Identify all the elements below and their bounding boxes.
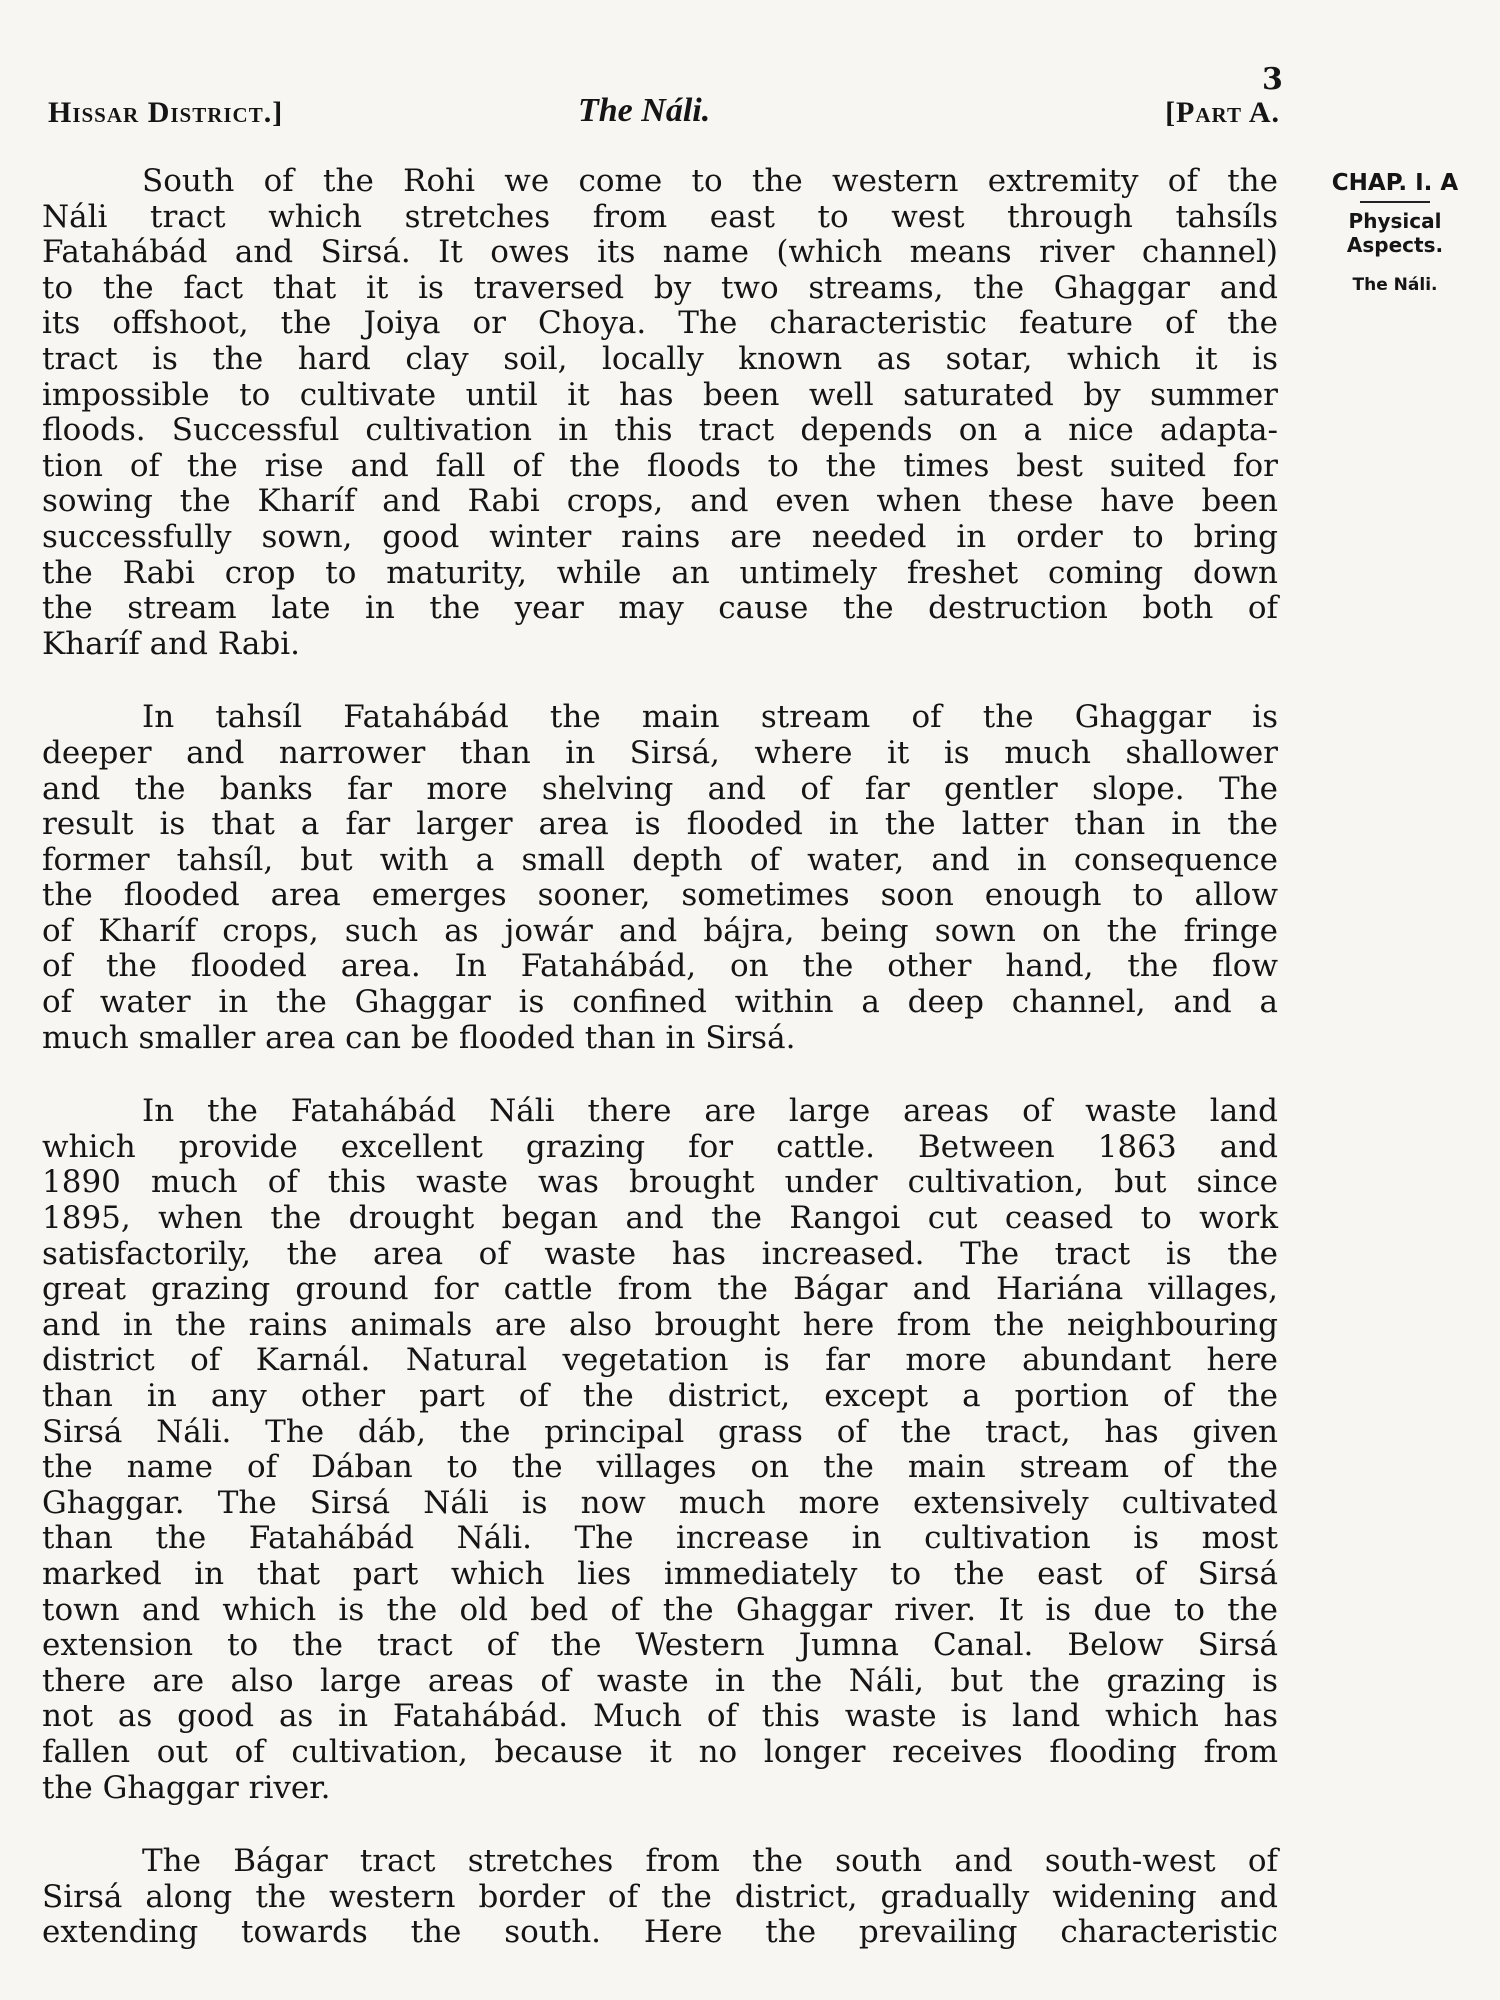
text-line: deeper and narrower than in Sirsá, where it is much shallower [42,734,1278,771]
text-line: Ghaggar. The Sirsá Náli is now much more extensively cultivated [42,1484,1278,1521]
paragraph-gap [42,662,1278,700]
text-line: town and which is the old bed of the Ghaggar river. It is due to the [42,1591,1278,1628]
text-line: tract is the hard clay soil, locally known as sotar, which it is [42,340,1278,377]
bleed-through-shadow [1400,95,1407,127]
text-line: Náli tract which stretches from east to west through tahsíls [42,198,1278,235]
chapter-label: CHAP. I. A [1331,170,1459,196]
header-district: Hissar District.] [48,96,284,129]
text-line: which provide excellent grazing for cattle. Between 1863 and [42,1128,1278,1165]
aspects-line-2: Aspects. [1346,233,1444,257]
paragraph [42,700,1278,1056]
text-line: satisfactorily, the area of waste has increased. The tract is the [42,1235,1278,1272]
text-line: its offshoot, the Joiya or Choya. The characteristic feature of the [42,305,1278,342]
text-line: floods. Successful cultivation in this tract depends on a nice adapta- [42,412,1278,449]
text-line: Sirsá along the western border of the district, gradually widening and [42,1878,1278,1915]
paragraph-gap [42,1056,1278,1094]
paragraph [42,164,1278,662]
paragraph-gap [42,1806,1278,1844]
text-line: The Bágar tract stretches from the south and south-west of [142,1843,1278,1880]
text-line: than the Fatahábád Náli. The increase in cultivation is most [42,1520,1278,1557]
text-line: marked in that part which lies immediately to the east of Sirsá [42,1555,1278,1592]
text-line: Fatahábád and Sirsá. It owes its name (which means river channel) [42,234,1278,271]
text-line: and in the rains animals are also brought here from the neighbouring [42,1306,1278,1343]
aspects-line-1: Physical [1348,209,1442,233]
text-line: impossible to cultivate until it has been well saturated by summer [42,376,1278,413]
margin-notes [1300,170,1490,295]
text-line: South of the Rohi we come to the western extremity of the [142,163,1278,199]
text-line: district of Karnál. Natural vegetation is far more abundant here [42,1342,1278,1379]
running-header [48,92,1280,138]
page-number: 3 [1262,62,1283,97]
text-line: sowing the Kharíf and Rabi crops, and even when these have been [42,483,1278,520]
text-line: the name of Dában to the villages on the main stream of the [42,1449,1278,1486]
text-line: fallen out of cultivation, because it no longer receives flooding from [42,1733,1278,1770]
section-note: The Náli. [1352,275,1438,295]
paragraph [42,1094,1278,1806]
text-line: than in any other part of the district, except a portion of the [42,1378,1278,1414]
text-line: and the banks far more shelving and of far gentler slope. The [42,770,1278,807]
text-line: great grazing ground for cattle from the Bágar and Hariána villages, [42,1271,1278,1308]
text-line: In tahsíl Fatahábád the main stream of the Ghaggar is [142,699,1278,736]
text-line: tion of the rise and fall of the floods to the times best suited for [42,447,1278,484]
text-line: 1895, when the drought began and the Rangoi cut ceased to work [42,1200,1278,1237]
text-line: of the flooded area. In Fatahábád, on the other hand, the flow [42,948,1278,985]
header-title: The Náli. [578,92,711,129]
text-line: there are also large areas of waste in the Náli, but the grazing is [42,1662,1278,1699]
chapter-rule [1360,201,1430,203]
text-line: 1890 much of this waste was brought under cultivation, but since [42,1164,1278,1201]
text-line: result is that a far larger area is flooded in the latter than in the [42,806,1278,843]
text-line: of water in the Ghaggar is confined within a deep channel, and a [42,984,1278,1021]
text-line: the stream late in the year may cause the destruction both of [42,590,1278,627]
text-line: of Kharíf crops, such as jowár and bájra, being sown on the fringe [42,912,1278,949]
paragraph [42,1844,1278,1951]
body-text [42,164,1278,1951]
text-line: not as good as in Fatahábád. Much of this waste is land which has [42,1698,1278,1735]
text-line: Sirsá Náli. The dáb, the principal grass of the tract, has given [42,1413,1278,1450]
text-line: much smaller area can be flooded than in Sirsá. [42,1019,796,1056]
text-line: Kharíf and Rabi. [42,625,300,662]
text-line: In the Fatahábád Náli there are large areas of waste land [142,1093,1278,1130]
text-line: the Ghaggar river. [42,1769,331,1806]
text-line: extending towards the south. Here the prevailing characteristic [42,1914,1278,1951]
text-line: extension to the tract of the Western Jumna Canal. Below Sirsá [42,1627,1278,1664]
text-line: former tahsíl, but with a small depth of water, and in consequence [42,841,1278,878]
text-line: the flooded area emerges sooner, sometimes soon enough to allow [42,877,1278,914]
text-line: successfully sown, good winter rains are needed in order to bring [42,518,1278,555]
text-line: the Rabi crop to maturity, while an untimely freshet coming down [42,554,1278,591]
header-part: [Part A. [1165,96,1280,129]
text-line: to the fact that it is traversed by two streams, the Ghaggar and [42,269,1278,306]
